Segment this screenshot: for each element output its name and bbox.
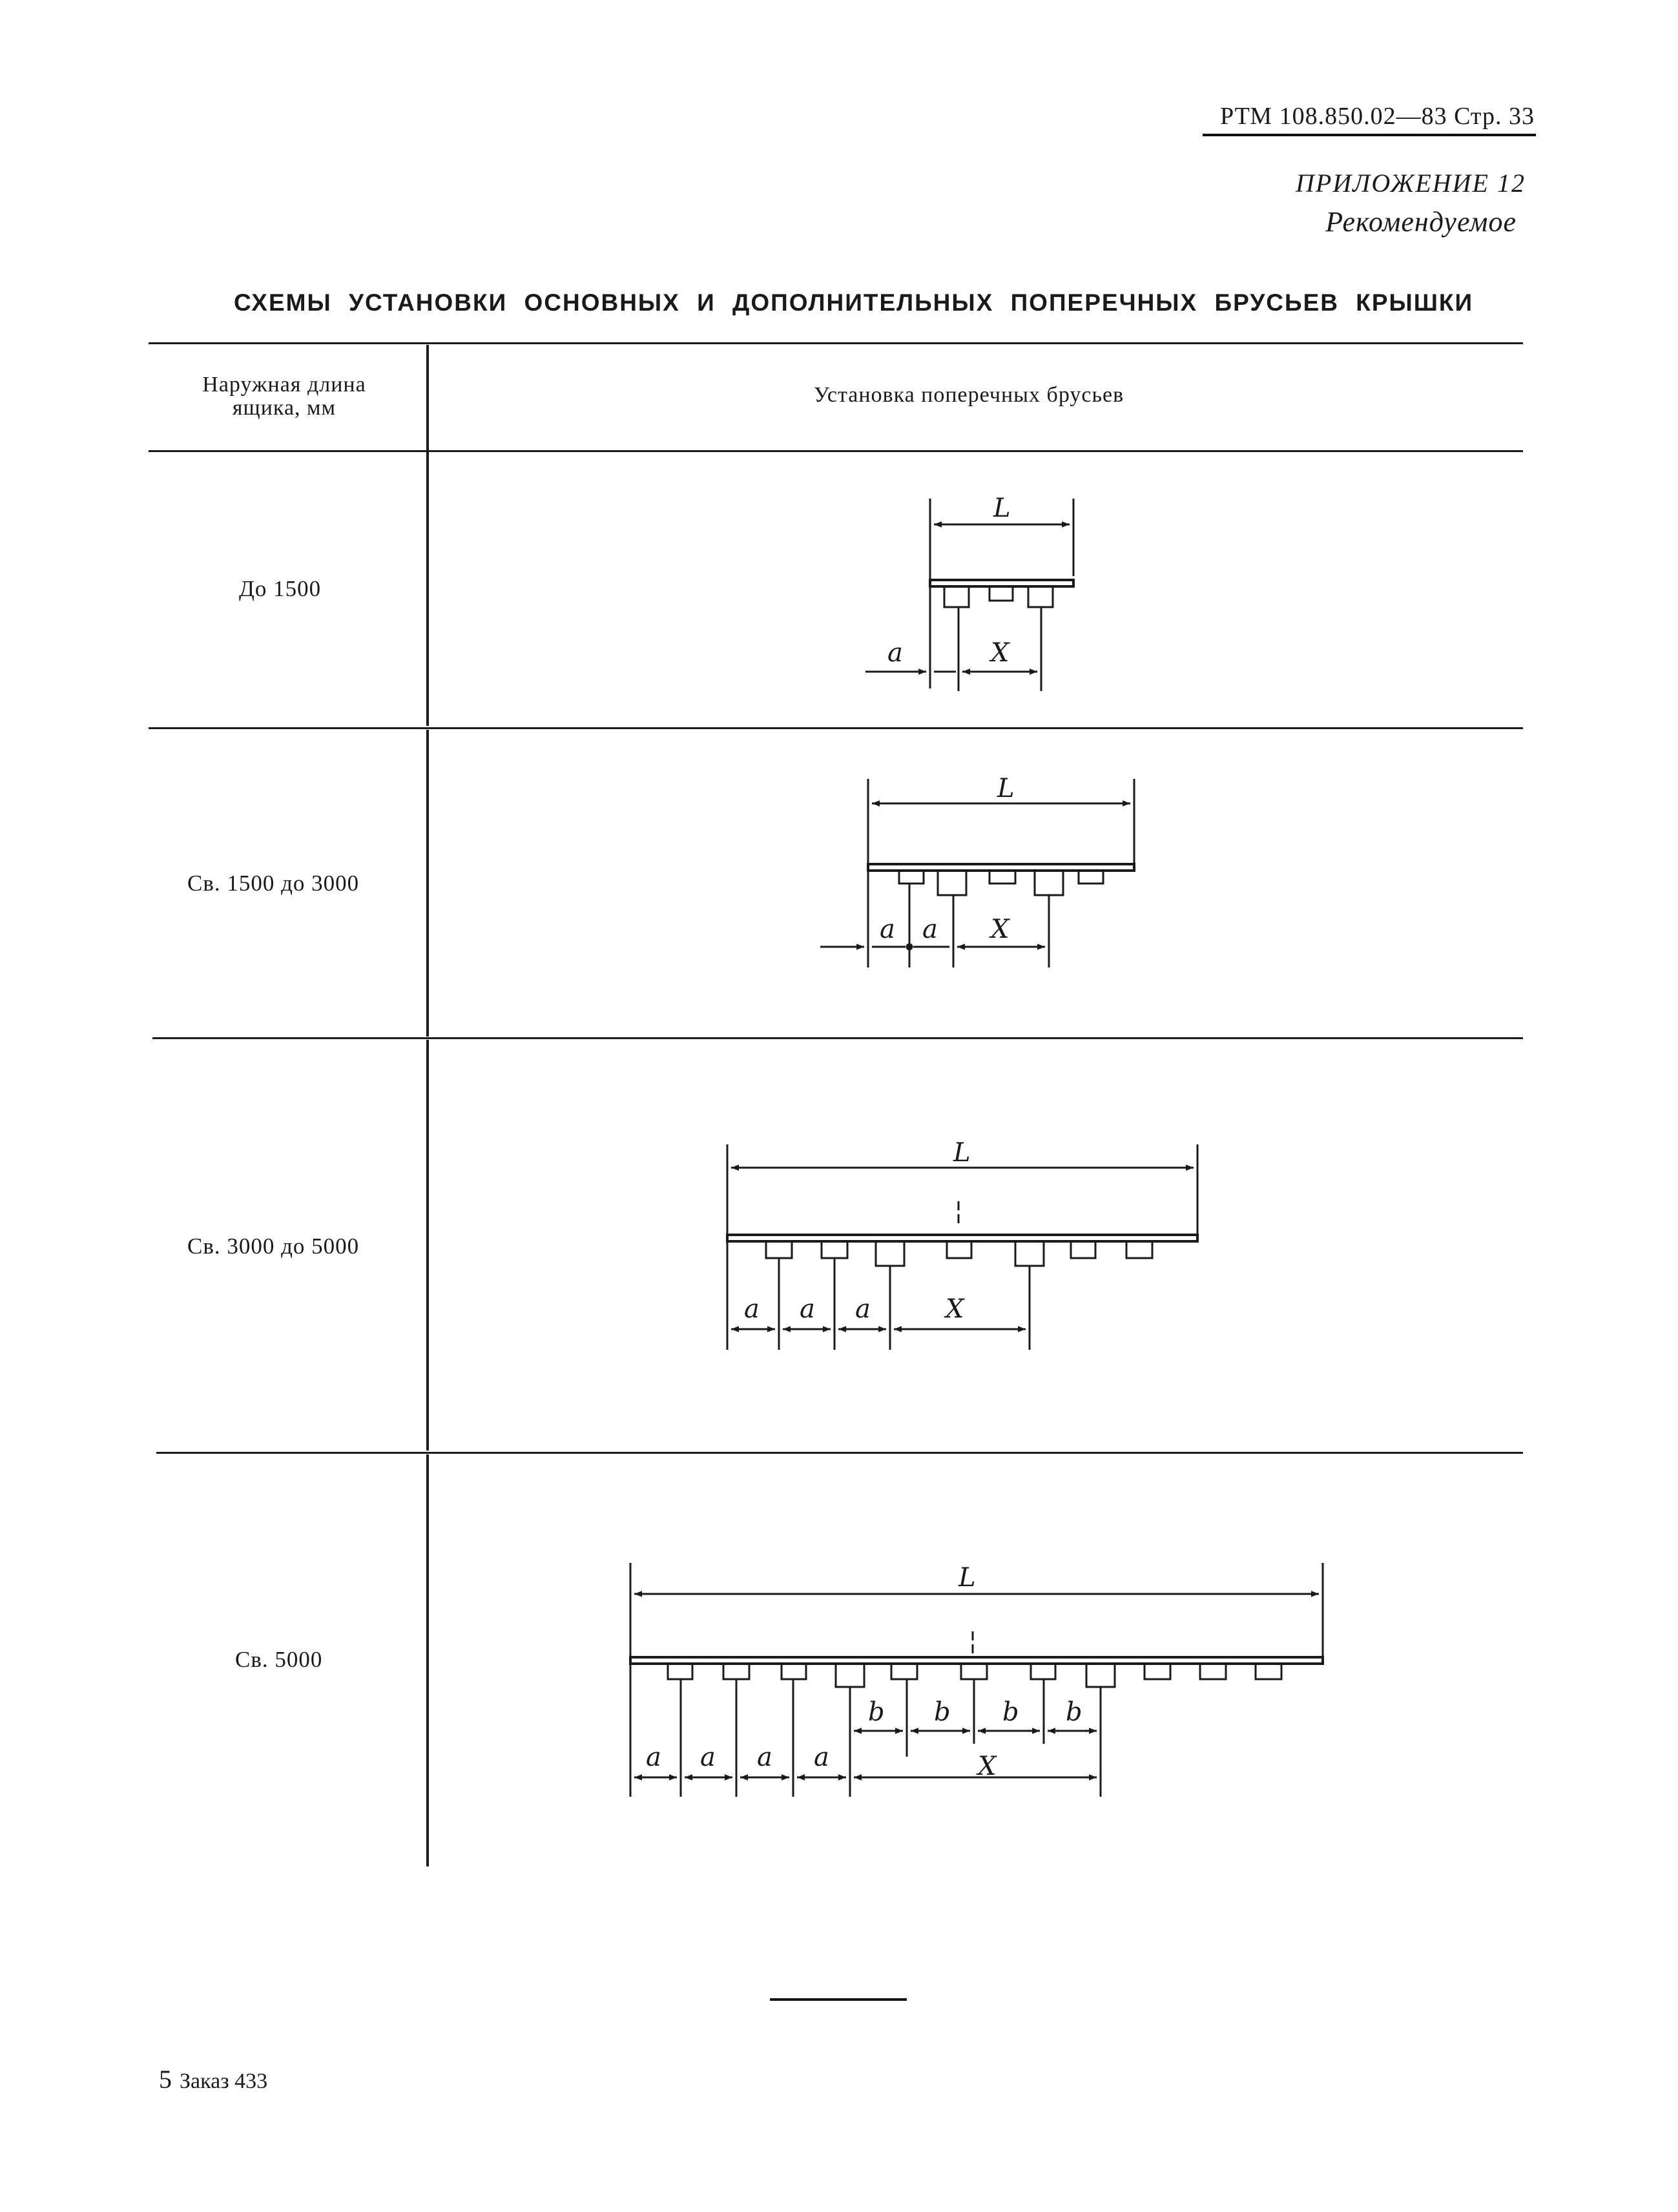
diagram-over-5000: [630, 1563, 1323, 1797]
dim-label-a: a: [814, 1742, 829, 1772]
end-rule: [770, 1998, 907, 2001]
dim-label-a: a: [700, 1742, 716, 1772]
row-length-label: До 1500: [239, 576, 322, 601]
diagram-1500-to-3000: [820, 779, 1134, 967]
dim-label-a: a: [855, 1294, 871, 1324]
dim-label-a: a: [757, 1742, 772, 1772]
dim-label-a: a: [744, 1294, 760, 1324]
dim-label-a: a: [800, 1294, 815, 1324]
appendix-status: Рекомендуемое: [1325, 206, 1517, 238]
dim-label-a: a: [646, 1742, 661, 1772]
dim-label-X: X: [946, 1294, 964, 1324]
dim-label-X: X: [978, 1752, 997, 1781]
row-length-label: Св. 1500 до 3000: [187, 871, 360, 896]
dim-label-a: a: [880, 915, 895, 944]
row-length-label: Св. 3000 до 5000: [187, 1234, 360, 1259]
dim-label-X: X: [991, 915, 1010, 944]
dim-label-L: L: [997, 774, 1015, 803]
dim-label-L: L: [958, 1563, 976, 1593]
footer: [159, 2064, 267, 2094]
dim-label-X: X: [991, 638, 1010, 668]
page-title: СХЕМЫ УСТАНОВКИ ОСНОВНЫХ И ДОПОЛНИТЕЛЬНЫХ ПОПЕРЕЧНЫХ БРУСЬЕВ КРЫШКИ: [234, 289, 1474, 316]
appendix-number: ПРИЛОЖЕНИЕ 12: [1296, 169, 1526, 198]
document-code: РТМ 108.850.02—83 Стр. 33: [1219, 103, 1535, 130]
dim-label-b: b: [1066, 1697, 1082, 1727]
footer-number: 5: [159, 2065, 172, 2094]
dim-label-a: a: [922, 915, 938, 944]
dim-label-b: b: [868, 1697, 885, 1727]
dim-label-L: L: [953, 1138, 971, 1168]
dim-label-b: b: [934, 1697, 951, 1727]
dim-label-b: b: [1002, 1697, 1019, 1727]
footer-order: Заказ 433: [180, 2069, 268, 2093]
dim-label-L: L: [993, 493, 1011, 523]
column-header-installation: Установка поперечных брусьев: [813, 383, 1124, 407]
dim-label-a: a: [887, 638, 903, 668]
row-length-label: Св. 5000: [235, 1647, 323, 1672]
column-header-length: Наружная длина ящика, мм: [202, 373, 366, 420]
